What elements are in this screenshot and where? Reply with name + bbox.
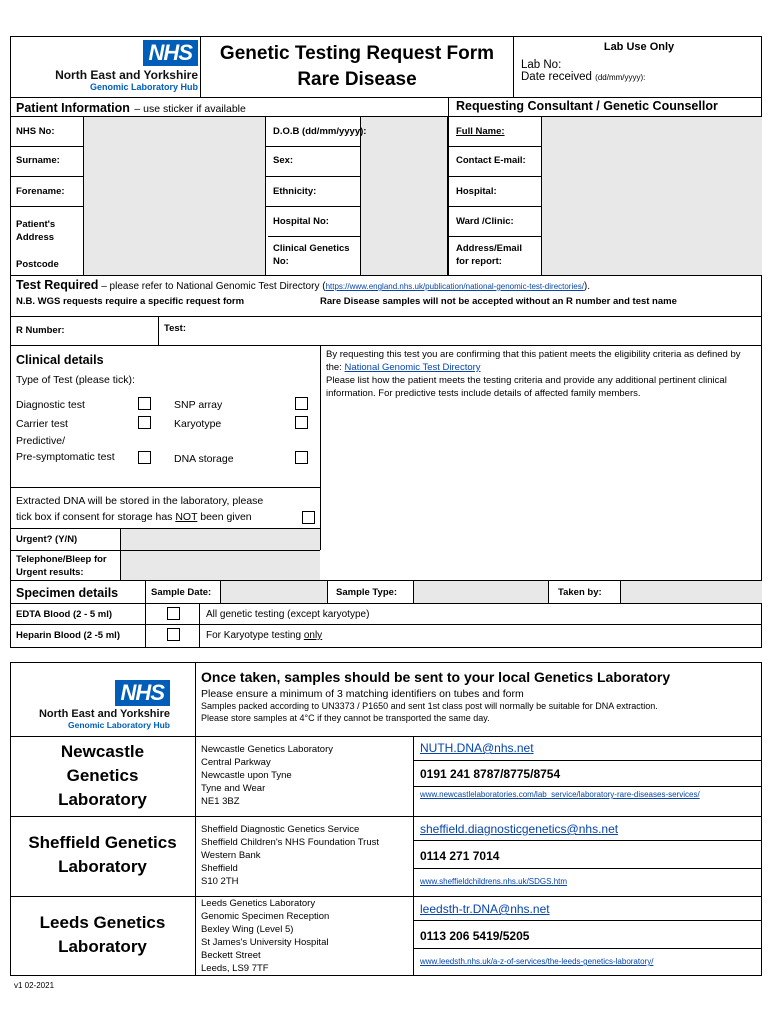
presymptomatic-label: Pre-symptomatic test: [16, 451, 115, 463]
sheffield-phone: 0114 271 7014: [420, 849, 500, 863]
address-line: Western Bank: [201, 850, 261, 861]
address-line: Sheffield Diagnostic Genetics Service: [201, 824, 360, 835]
date-received-fmt: (dd/mm/yyyy):: [595, 73, 646, 82]
divider: [10, 896, 762, 897]
address-line: Sheffield Children's NHS Foundation Trust: [201, 837, 380, 848]
date-received-text: Date received: [521, 71, 592, 83]
hospital-label: Hospital:: [456, 186, 497, 197]
dna-stored-not: NOT: [175, 511, 198, 523]
address-line: Central Parkway: [201, 757, 271, 768]
eligibility-text: [326, 348, 756, 400]
patient-info-heading: [16, 99, 246, 117]
lab-use-only: Lab Use Only: [603, 41, 675, 53]
dna-stored-2b: been given: [200, 511, 252, 523]
dna-storage-label: DNA storage: [174, 453, 234, 465]
ward-clinic-label: Ward /Clinic:: [456, 216, 514, 227]
test-directory-link[interactable]: https://www.england.nhs.uk/publication/national-genomic-test-directories/: [325, 282, 584, 291]
divider: [158, 316, 159, 345]
header-logo: [14, 40, 198, 96]
sex-label: Sex:: [273, 155, 294, 166]
divider: [10, 345, 762, 346]
address-line: Beckett Street: [201, 950, 261, 961]
divider: [10, 316, 762, 317]
address-line: Newcastle Genetics Laboratory: [201, 744, 334, 755]
labs-line-3: Please store samples at 4°C if they cannot be transported the same day.: [201, 713, 490, 723]
consultant-heading: Requesting Consultant / Genetic Counsellor: [456, 99, 718, 113]
presymptomatic-checkbox[interactable]: [138, 451, 151, 464]
heparin-note-text: For Karyotype testing: [206, 630, 302, 641]
divider: [10, 816, 762, 817]
diagnostic-test-checkbox[interactable]: [138, 397, 151, 410]
specimen-details-title: Specimen details: [16, 586, 119, 600]
r-number-label: R Number:: [16, 325, 65, 336]
divider: [448, 97, 449, 275]
patient-input-col1[interactable]: [83, 117, 266, 275]
wgs-note: N.B. WGS requests require a specific request form: [16, 296, 245, 307]
predictive-label: Predictive/: [16, 435, 66, 447]
heparin-label: Heparin Blood (2 -5 ml): [16, 630, 120, 641]
patient-info-title: Patient Information: [16, 101, 130, 115]
address-line: Tyne and Wear: [201, 783, 266, 794]
hub-name-2: North East and Yorkshire: [38, 708, 170, 720]
edta-note: All genetic testing (except karyotype): [206, 609, 370, 620]
newcastle-web-link[interactable]: www.newcastlelaboratories.com/lab_service/laboratory-rare-diseases-services/: [420, 790, 700, 799]
dna-consent-checkbox[interactable]: [302, 511, 315, 524]
dna-stored-line-2: [16, 509, 320, 525]
lab-name-line: Laboratory: [58, 790, 147, 809]
diagnostic-test-label: Diagnostic test: [16, 399, 85, 411]
date-received-label: [521, 71, 762, 83]
lab-newcastle-name: [10, 740, 195, 812]
edta-checkbox[interactable]: [167, 607, 180, 620]
divider: [195, 662, 196, 976]
lab-newcastle-address: [201, 743, 333, 808]
urgent-label: Urgent? (Y/N): [16, 534, 78, 545]
patient-info-subtitle: – use sticker if available: [134, 103, 246, 115]
test-label: Test:: [164, 323, 186, 334]
taken-by-label: Taken by:: [558, 587, 602, 598]
divider: [413, 840, 762, 841]
labs-logo: [20, 680, 170, 730]
type-of-test-label: Type of Test (please tick):: [16, 374, 135, 386]
heparin-note: [206, 630, 322, 641]
heparin-checkbox[interactable]: [167, 628, 180, 641]
clinical-details-title: Clinical details: [16, 353, 104, 367]
form-subtitle: Rare Disease: [297, 69, 417, 90]
form-title: Genetic Testing Request Form: [219, 43, 495, 64]
test-required-title: Test Required: [16, 278, 99, 292]
urgent-input[interactable]: [120, 529, 320, 550]
lab-name-line: Leeds Genetics: [39, 913, 166, 932]
divider: [10, 275, 762, 276]
ethnicity-label: Ethnicity:: [273, 186, 317, 197]
hub-sub: Genomic Laboratory Hub: [89, 82, 198, 92]
telephone-input[interactable]: [120, 551, 320, 580]
nhs-logo-2: NHS: [115, 680, 170, 706]
address-line: Newcastle upon Tyne: [201, 770, 292, 781]
lab-name-line: Laboratory: [58, 857, 147, 876]
lab-sheffield-address: [201, 823, 379, 888]
divider: [145, 580, 146, 648]
nhs-no-label: NHS No:: [16, 126, 55, 137]
snp-array-label: SNP array: [174, 399, 223, 411]
lab-sheffield-name: [10, 831, 195, 879]
divider: [360, 117, 361, 275]
heparin-note-only: only: [303, 630, 323, 641]
lab-name-line: Sheffield Genetics: [28, 833, 177, 852]
telephone-label: Telephone/Bleep for Urgent results:: [16, 554, 107, 578]
forename-label: Forename:: [16, 186, 65, 197]
divider: [413, 868, 762, 869]
surname-label: Surname:: [16, 155, 60, 166]
sample-type-label: Sample Type:: [336, 587, 398, 598]
patient-input-col2[interactable]: [360, 117, 448, 275]
address-line: Leeds Genetics Laboratory: [201, 898, 316, 909]
sample-type-input[interactable]: [413, 581, 549, 603]
sheffield-email-link[interactable]: sheffield.diagnosticgenetics@nhs.net: [420, 822, 619, 836]
address-line: S10 2TH: [201, 876, 239, 887]
test-required-text-end: ).: [583, 281, 591, 292]
leeds-web-link[interactable]: www.leedsth.nhs.uk/a-z-of-services/the-leeds-genetics-laboratory/: [420, 957, 654, 966]
dob-label: D.O.B (dd/mm/yyyy):: [273, 126, 367, 137]
address-email-label: Address/Email for report:: [456, 243, 522, 267]
lab-no-label: Lab No:: [521, 59, 562, 71]
newcastle-email-link[interactable]: NUTH.DNA@nhs.net: [420, 741, 534, 755]
hub-name: North East and Yorkshire: [55, 68, 198, 82]
address-line: Bexley Wing (Level 5): [201, 924, 294, 935]
address-line: Leeds, LS9 7TF: [201, 963, 269, 974]
sample-date-input[interactable]: [220, 581, 328, 603]
patient-address-label: Patient's Address: [16, 219, 56, 243]
divider: [199, 603, 200, 648]
divider: [10, 624, 762, 625]
clinical-genetics-no-label: Clinical Genetics No:: [273, 243, 350, 267]
taken-by-input[interactable]: [620, 581, 762, 603]
r-number-warning: Rare Disease samples will not be accepted without an R number and test name: [320, 296, 677, 307]
test-directory-link-2[interactable]: National Genomic Test Directory: [344, 362, 481, 373]
test-required-text: – please refer to National Genomic Test Directory (: [101, 281, 326, 292]
address-line: NE1 3BZ: [201, 796, 240, 807]
divider: [413, 948, 762, 949]
labs-instructions: [201, 669, 756, 723]
dna-stored-text: [16, 493, 320, 525]
eligibility-text-1: By requesting this test you are confirming that this patient meets the eligibility criteria as defined by the:: [326, 349, 741, 373]
dna-stored-2a: tick box if consent for storage has: [16, 511, 173, 523]
divider: [10, 603, 762, 604]
labs-line-1: Please ensure a minimum of 3 matching identifiers on tubes and form: [201, 688, 524, 700]
dna-storage-checkbox[interactable]: [295, 451, 308, 464]
contact-email-label: Contact E-mail:: [456, 155, 526, 166]
lab-use-box: [516, 36, 762, 97]
lab-name-line: Newcastle: [60, 742, 145, 761]
hospital-no-label: Hospital No:: [273, 216, 329, 227]
lab-leeds-address: [201, 897, 329, 975]
leeds-email-link[interactable]: leedsth-tr.DNA@nhs.net: [420, 902, 550, 916]
version-label: v1 02-2021: [14, 981, 55, 990]
divider: [10, 487, 320, 488]
address-line: Genomic Specimen Reception: [201, 911, 330, 922]
divider: [413, 760, 762, 761]
nhs-logo: NHS: [143, 40, 198, 66]
dna-stored-line-1: Extracted DNA will be stored in the laboratory, please: [16, 495, 264, 507]
test-required-line: [16, 278, 756, 292]
lab-name-line: Laboratory: [58, 937, 147, 956]
carrier-test-label: Carrier test: [16, 418, 68, 430]
divider: [413, 920, 762, 921]
sheffield-web-link[interactable]: www.sheffieldchildrens.nhs.uk/SDGS.htm: [420, 877, 568, 886]
labs-title: Once taken, samples should be sent to your local Genetics Laboratory: [201, 669, 671, 685]
full-name-label: Full Name:: [456, 126, 505, 137]
hub-sub-2: Genomic Laboratory Hub: [67, 720, 170, 730]
edta-label: EDTA Blood (2 - 5 ml): [16, 609, 113, 620]
snp-array-checkbox[interactable]: [295, 397, 308, 410]
lab-name-line: Genetics: [66, 766, 139, 785]
consultant-input-col[interactable]: [541, 117, 762, 275]
labs-line-2: Samples packed according to UN3373 / P1650 and sent 1st class post will normally be suitable for DNA extraction.: [201, 701, 658, 711]
divider: [10, 736, 762, 737]
divider: [413, 786, 762, 787]
newcastle-phone: 0191 241 8787/8775/8754: [420, 767, 561, 781]
lab-leeds-name: [10, 911, 195, 959]
address-line: Sheffield: [201, 863, 238, 874]
karyotype-checkbox[interactable]: [295, 416, 308, 429]
sample-date-label: Sample Date:: [151, 587, 212, 598]
carrier-test-checkbox[interactable]: [138, 416, 151, 429]
leeds-phone: 0113 206 5419/5205: [420, 929, 530, 943]
postcode-label: Postcode: [16, 259, 59, 270]
address-line: St James's University Hospital: [201, 937, 329, 948]
divider: [10, 97, 762, 98]
eligibility-text-2: Please list how the patient meets the testing criteria and provide any additional pertinent clinical information. For predictive tests include details of affected family members.: [326, 375, 727, 399]
karyotype-label: Karyotype: [174, 418, 222, 430]
divider: [413, 736, 414, 976]
header-title-box: [200, 36, 514, 97]
